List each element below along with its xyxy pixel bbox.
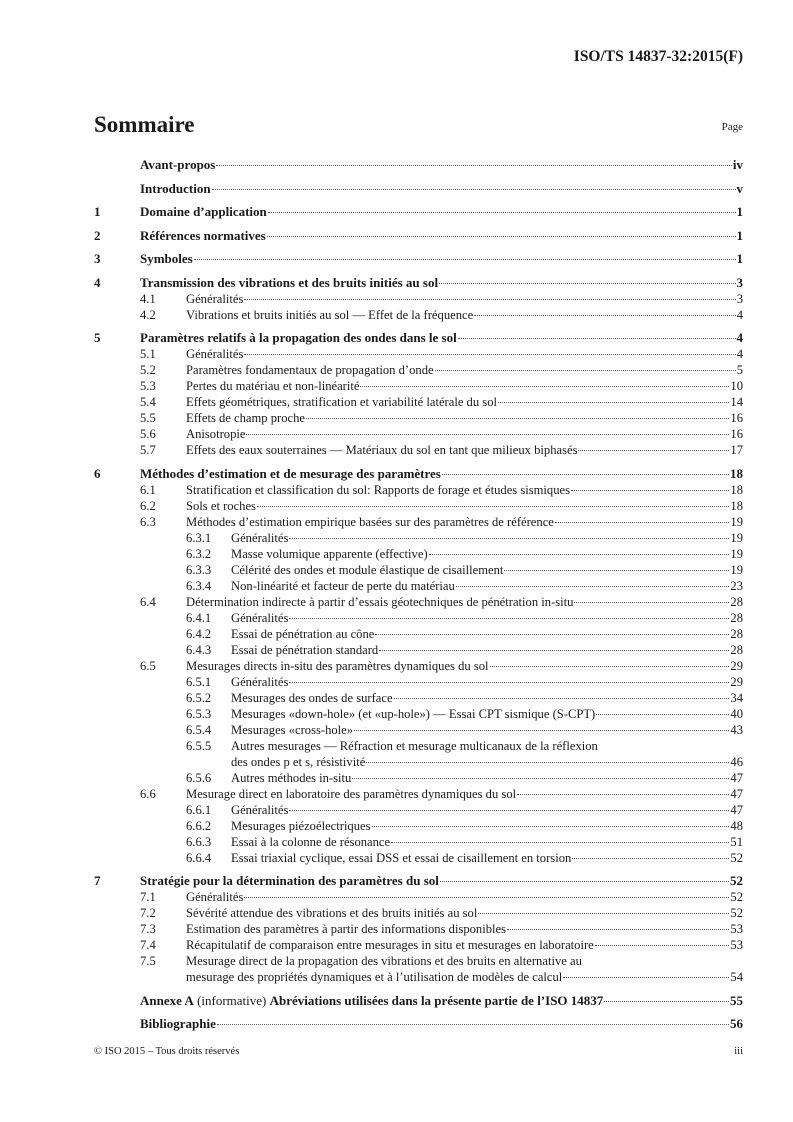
- toc-entry-number: 3: [94, 251, 101, 266]
- toc-entry-page: 18: [730, 482, 743, 497]
- toc-entry-title-text: Célérité des ondes et module élastique de cisaillement: [231, 562, 504, 577]
- toc-entry-title[interactable]: [186, 394, 497, 410]
- toc-entry[interactable]: [94, 362, 743, 378]
- toc-entry[interactable]: [94, 578, 743, 594]
- toc-entry-number: 1: [94, 204, 101, 219]
- toc-entry-page: 17: [730, 443, 743, 457]
- toc-entry-page: 4: [736, 347, 743, 361]
- toc-entry[interactable]: [94, 818, 743, 834]
- toc-entry-number: 6.4.3: [186, 642, 212, 657]
- toc-entry-title-text: Méthodes d’estimation et de mesurage des paramètres: [140, 465, 441, 481]
- leader-dots: [571, 490, 729, 491]
- toc-entry-title[interactable]: [140, 993, 603, 1009]
- toc-entry-page: 56: [730, 1016, 743, 1031]
- leader-dots: [435, 370, 736, 371]
- toc-entry-page: 29: [730, 658, 743, 673]
- page-column-label: Page: [721, 121, 743, 133]
- toc-entry-page: 18: [730, 498, 743, 513]
- leader-dots: [563, 977, 729, 978]
- leader-dots: [517, 794, 729, 795]
- toc-entry[interactable]: [94, 181, 743, 197]
- toc-entry-page: 48: [730, 818, 743, 833]
- toc-entry-title-text: Avant-propos: [140, 157, 216, 172]
- toc-entry-title-text: Estimation des paramètres à partir des informations disponibles: [186, 922, 507, 936]
- toc-entry-number: 6.6.3: [186, 834, 212, 849]
- toc-entry-number: 7.1: [140, 890, 156, 904]
- toc-entry-title-text: Mesurage direct de la propagation des vibrations et des bruits en alternative au: [186, 954, 582, 968]
- leader-dots: [429, 554, 730, 555]
- toc-entry-title[interactable]: [231, 530, 288, 546]
- toc-entry[interactable]: [94, 674, 743, 690]
- leader-dots: [439, 283, 735, 284]
- leader-dots: [352, 778, 729, 779]
- leader-dots: [289, 618, 729, 619]
- toc-entry-number: 6.6.4: [186, 850, 212, 865]
- toc-entry-title-text: Stratification et classification du sol: Rapports de forage et études sismiques: [186, 482, 571, 497]
- toc-entry-title-text: Généralités: [186, 291, 244, 306]
- leader-dots: [372, 826, 730, 827]
- leader-dots: [306, 418, 729, 419]
- toc-entry-page: iv: [732, 157, 743, 172]
- toc-entry-title-text: Essai de pénétration standard: [231, 642, 379, 657]
- toc-entry-title[interactable]: [186, 426, 245, 442]
- toc-entry[interactable]: [94, 1016, 743, 1032]
- toc-entry-title-text: Généralités: [186, 890, 244, 904]
- leader-dots: [474, 315, 736, 316]
- toc-entry[interactable]: [94, 530, 743, 546]
- leader-dots: [244, 897, 729, 898]
- toc-entry-title[interactable]: [186, 786, 516, 802]
- toc-entry-title-text: Mesurages «down-hole» (et «up-hole») — Essai CPT sismique (S-CPT): [231, 706, 596, 721]
- toc-entry-title[interactable]: [231, 626, 374, 642]
- toc-entry-title-text: Paramètres relatifs à la propagation des ondes dans le sol: [140, 330, 457, 345]
- toc-entry-title-text: Domaine d’application: [140, 204, 267, 219]
- toc-entry-number: 7: [94, 873, 101, 888]
- toc-entry-page: 4: [736, 330, 743, 345]
- table-of-contents: [94, 157, 743, 1032]
- leader-dots: [246, 434, 729, 435]
- toc-entry-title[interactable]: [186, 658, 489, 674]
- toc-entry-title-text: Généralités: [231, 802, 289, 817]
- leader-dots: [507, 929, 729, 930]
- toc-entry-number: 6.3.1: [186, 530, 212, 545]
- leader-dots: [366, 762, 729, 763]
- toc-entry-page: 1: [736, 227, 743, 243]
- toc-entry-title[interactable]: [231, 706, 595, 722]
- toc-entry-title[interactable]: [231, 562, 503, 578]
- toc-entry[interactable]: [94, 291, 743, 307]
- toc-entry-page: 16: [730, 411, 743, 425]
- toc-entry-number: 6.1: [140, 482, 156, 497]
- leader-dots: [458, 338, 736, 339]
- leader-dots: [391, 842, 729, 843]
- toc-entry[interactable]: [94, 251, 743, 267]
- leader-dots: [267, 236, 736, 237]
- toc-entry-title-text: Bibliographie: [140, 1016, 216, 1031]
- toc-entry-title[interactable]: [231, 850, 571, 866]
- toc-entry-title[interactable]: [186, 362, 434, 378]
- toc-entry-page: 34: [730, 690, 743, 705]
- leader-dots: [498, 402, 729, 403]
- toc-entry-title[interactable]: [231, 578, 455, 594]
- toc-entry[interactable]: [94, 482, 743, 498]
- toc-entry[interactable]: [94, 802, 743, 818]
- toc-entry[interactable]: [94, 594, 743, 610]
- toc-entry-number: 5.7: [140, 443, 156, 457]
- leader-dots: [257, 506, 729, 507]
- toc-entry-title-note: (informative): [193, 992, 270, 1008]
- footer-copyright: © ISO 2015 – Tous droits réservés: [94, 1046, 240, 1057]
- toc-entry-title[interactable]: [186, 921, 506, 937]
- toc-entry-title[interactable]: [231, 834, 390, 850]
- toc-entry-page: 52: [730, 850, 743, 865]
- toc-entry-title-rest: Abréviations utilisées dans la présente partie de l’ISO 14837: [269, 992, 604, 1008]
- toc-entry-page: 43: [730, 722, 743, 737]
- toc-entry[interactable]: [94, 873, 743, 889]
- toc-entry-page: 53: [730, 922, 743, 936]
- toc-entry[interactable]: [94, 738, 743, 754]
- toc-entry[interactable]: [94, 426, 743, 442]
- toc-entry-page: 10: [730, 379, 743, 393]
- leader-dots: [289, 810, 729, 811]
- toc-entry-title-text: Non-linéarité et facteur de perte du matériau: [231, 578, 455, 593]
- toc-entry-number: 5.1: [140, 347, 156, 361]
- toc-entry-page: 51: [730, 834, 743, 849]
- toc-entry[interactable]: [94, 442, 743, 458]
- toc-entry-title[interactable]: [186, 346, 243, 362]
- toc-entry-number: 6.5.1: [186, 674, 212, 689]
- toc-entry-number: 2: [94, 227, 101, 243]
- toc-entry-number: 6.6: [140, 786, 156, 801]
- toc-entry-title-text: Généralités: [231, 610, 289, 625]
- leader-dots: [217, 1024, 729, 1025]
- toc-entry-title-text: Détermination indirecte à partir d’essais géotechniques de pénétration in-situ: [186, 594, 574, 609]
- leader-dots: [578, 450, 729, 451]
- toc-entry-title[interactable]: [186, 378, 359, 394]
- toc-entry-number: 6.3.2: [186, 546, 212, 561]
- toc-entry-page: 5: [736, 363, 743, 377]
- toc-entry-page: 19: [730, 514, 743, 529]
- toc-entry-title-text: Masse volumique apparente (effective): [231, 546, 428, 561]
- toc-entry-title-text: Essai à la colonne de résonance: [231, 834, 391, 849]
- toc-entry-number: 6.3.3: [186, 562, 212, 577]
- toc-entry-title-text: Symboles: [140, 251, 193, 266]
- toc-entry-title-text: Mesurages des ondes de surface: [231, 690, 393, 705]
- toc-entry-number: 5.6: [140, 427, 156, 441]
- toc-entry-number: 5.5: [140, 411, 156, 425]
- toc-entry-number: 5: [94, 330, 101, 345]
- toc-entry-page: 23: [730, 578, 743, 593]
- toc-entry[interactable]: [94, 394, 743, 410]
- toc-entry-number: 6: [94, 465, 101, 481]
- toc-entry-title[interactable]: [186, 291, 243, 307]
- toc-entry-page: 14: [730, 395, 743, 409]
- toc-entry-number: 5.4: [140, 395, 156, 409]
- page-title: Sommaire: [94, 112, 195, 137]
- toc-entry-title[interactable]: [231, 674, 288, 690]
- toc-entry-title-text: Méthodes d’estimation empirique basées sur des paramètres de référence: [186, 514, 554, 529]
- toc-entry[interactable]: [94, 850, 743, 866]
- toc-entry[interactable]: [94, 498, 743, 514]
- leader-dots: [289, 682, 729, 683]
- toc-entry[interactable]: [94, 157, 743, 173]
- toc-entry-title[interactable]: [231, 610, 288, 626]
- toc-entry[interactable]: [94, 410, 743, 426]
- toc-entry[interactable]: [94, 514, 743, 530]
- leader-dots: [379, 650, 729, 651]
- toc-entry-number: 7.2: [140, 906, 156, 920]
- leader-dots: [216, 165, 732, 166]
- toc-entry-number: 7.5: [140, 954, 156, 968]
- toc-entry[interactable]: [94, 307, 743, 323]
- toc-entry-page: 47: [730, 802, 743, 817]
- toc-entry-title-text: Autres mesurages — Réfraction et mesurage multicanaux de la réflexion: [231, 738, 598, 753]
- toc-entry-title-text: Mesurages «cross-hole»: [231, 722, 354, 737]
- toc-entry-number: 6.6.2: [186, 818, 212, 833]
- leader-dots: [574, 602, 729, 603]
- toc-entry-title[interactable]: [140, 873, 439, 889]
- toc-entry-title[interactable]: [186, 482, 570, 498]
- toc-entry[interactable]: [94, 770, 743, 786]
- toc-entry[interactable]: [94, 921, 743, 937]
- toc-entry[interactable]: [94, 204, 743, 220]
- toc-entry[interactable]: [94, 626, 743, 642]
- toc-entry-page: 40: [730, 706, 743, 721]
- toc-entry-title-text: Autres méthodes in-situ: [231, 770, 352, 785]
- leader-dots: [555, 522, 730, 523]
- leader-dots: [456, 586, 730, 587]
- toc-entry-title[interactable]: [140, 251, 193, 267]
- leader-dots: [212, 189, 736, 190]
- toc-entry-page: 16: [730, 427, 743, 441]
- toc-entry-title-text: Anisotropie: [186, 427, 246, 441]
- toc-entry-number: 6.4: [140, 594, 156, 609]
- leader-dots: [289, 538, 729, 539]
- toc-entry[interactable]: [94, 378, 743, 394]
- toc-entry-page: 28: [730, 626, 743, 641]
- toc-entry-title-text: Pertes du matériau et non-linéarité: [186, 379, 360, 393]
- toc-entry-title[interactable]: [186, 937, 594, 953]
- toc-entry-page: 28: [730, 610, 743, 625]
- toc-entry-number: 5.3: [140, 379, 156, 393]
- toc-entry-number: 6.6.1: [186, 802, 212, 817]
- leader-dots: [268, 212, 736, 213]
- toc-entry-page: 29: [730, 674, 743, 689]
- toc-entry-page: 52: [730, 906, 743, 920]
- toc-entry-number: 6.3: [140, 514, 156, 529]
- toc-entry-title-text: Sols et roches: [186, 498, 256, 513]
- toc-entry-title-text: Effets des eaux souterraines — Matériaux du sol en tant que milieux biphasés: [186, 443, 578, 457]
- toc-entry-number: 6.5.6: [186, 770, 212, 785]
- toc-entry-number: 6.2: [140, 498, 156, 513]
- toc-entry-title-text: Généralités: [186, 347, 244, 361]
- leader-dots: [244, 299, 735, 300]
- toc-entry[interactable]: [94, 889, 743, 905]
- toc-entry-number: 6.5.4: [186, 722, 212, 737]
- toc-entry-page: 3: [736, 291, 743, 306]
- toc-entry-number: 6.5.2: [186, 690, 212, 705]
- toc-entry[interactable]: [94, 993, 743, 1009]
- toc-entry-number: 7.3: [140, 922, 156, 936]
- leader-dots: [572, 858, 729, 859]
- toc-entry-page: 18: [730, 465, 743, 481]
- toc-entry-number: 6.4.1: [186, 610, 212, 625]
- toc-entry[interactable]: [94, 546, 743, 562]
- toc-entry-continuation[interactable]: [94, 969, 743, 985]
- toc-entry[interactable]: [94, 786, 743, 802]
- toc-entry-page: 19: [730, 530, 743, 545]
- toc-entry[interactable]: [94, 562, 743, 578]
- toc-entry-title[interactable]: [140, 466, 441, 482]
- toc-entry-title-text: Généralités: [231, 530, 289, 545]
- toc-entry-title-text: Vibrations et bruits initiés au sol — Effet de la fréquence: [186, 307, 474, 322]
- toc-entry-number: 4: [94, 274, 101, 290]
- toc-entry-page: 3: [736, 274, 743, 290]
- toc-entry-title[interactable]: [186, 953, 582, 969]
- toc-entry-number: 7.4: [140, 938, 156, 952]
- leader-dots: [604, 1001, 729, 1002]
- toc-entry-title-text: Essai triaxial cyclique, essai DSS et essai de cisaillement en torsion: [231, 850, 572, 865]
- toc-entry[interactable]: [94, 953, 743, 969]
- toc-entry[interactable]: [94, 937, 743, 953]
- toc-entry-page: v: [736, 180, 743, 196]
- leader-dots: [394, 698, 730, 699]
- toc-entry-title[interactable]: [186, 442, 577, 458]
- document-id: ISO/TS 14837-32:2015(F): [573, 48, 743, 65]
- leader-dots: [354, 730, 729, 731]
- leader-dots: [244, 354, 735, 355]
- toc-entry-title[interactable]: [231, 818, 371, 834]
- toc-entry[interactable]: [94, 834, 743, 850]
- toc-entry[interactable]: [94, 690, 743, 706]
- toc-entry-title[interactable]: [231, 690, 393, 706]
- toc-entry-title[interactable]: [140, 1016, 216, 1032]
- leader-dots: [440, 881, 729, 882]
- toc-entry[interactable]: [94, 610, 743, 626]
- toc-entry-title-text: Annexe A: [140, 992, 194, 1008]
- toc-entry-page: 52: [730, 890, 743, 904]
- toc-entry-page: 1: [736, 204, 743, 219]
- leader-dots: [194, 259, 736, 260]
- toc-entry-title[interactable]: [140, 181, 211, 197]
- toc-entry-page: 19: [730, 562, 743, 577]
- toc-entry-page: 46: [730, 754, 743, 769]
- toc-entry-title[interactable]: [140, 204, 267, 220]
- toc-entry-title[interactable]: [231, 722, 353, 738]
- toc-entry-number: 6.3.4: [186, 578, 212, 593]
- toc-entry-title-text: Sévérité attendue des vibrations et des bruits initiés au sol: [186, 906, 478, 920]
- toc-entry-page: 28: [730, 594, 743, 609]
- toc-entry-title-text: Introduction: [140, 180, 211, 196]
- toc-entry-page: 54: [730, 970, 743, 984]
- toc-entry-title[interactable]: [231, 802, 288, 818]
- leader-dots: [595, 945, 730, 946]
- toc-entry[interactable]: [94, 642, 743, 658]
- toc-entry[interactable]: [94, 346, 743, 362]
- toc-entry-title[interactable]: [140, 157, 215, 173]
- toc-entry[interactable]: [94, 905, 743, 921]
- toc-entry-page: 47: [730, 770, 743, 785]
- toc-entry-page: 47: [730, 786, 743, 801]
- toc-entry-page: 52: [730, 873, 743, 888]
- toc-entry-page: 4: [736, 307, 743, 322]
- toc-entry[interactable]: [94, 275, 743, 291]
- toc-entry-title[interactable]: [140, 275, 438, 291]
- toc-entry-page: 28: [730, 642, 743, 657]
- toc-entry-title[interactable]: [231, 546, 428, 562]
- toc-entry-title-text: Généralités: [231, 674, 289, 689]
- leader-dots: [360, 386, 729, 387]
- leader-dots: [375, 634, 729, 635]
- toc-entry-continuation[interactable]: [94, 754, 743, 770]
- toc-entry-title[interactable]: [186, 307, 473, 323]
- toc-entry-title[interactable]: [186, 594, 573, 610]
- toc-entry-page: 55: [730, 992, 743, 1008]
- toc-entry-title[interactable]: [231, 642, 378, 658]
- toc-entry-page: 1: [736, 251, 743, 266]
- toc-entry-title-text: Mesurages piézoélectriques: [231, 818, 371, 833]
- toc-entry-title-line2: mesurage des propriétés dynamiques et à l’utilisation de modèles de calcul: [186, 970, 563, 984]
- leader-dots: [442, 474, 729, 475]
- toc-entry-title-text: Paramètres fondamentaux de propagation d’onde: [186, 363, 434, 377]
- toc-entry-number: 5.2: [140, 363, 156, 377]
- toc-entry-number: 6.5.3: [186, 706, 212, 721]
- toc-entry-number: 4.2: [140, 307, 156, 322]
- toc-entry[interactable]: [94, 658, 743, 674]
- toc-entry[interactable]: [94, 722, 743, 738]
- leader-dots: [490, 666, 730, 667]
- toc-entry-title-text: Mesurage direct en laboratoire des paramètres dynamiques du sol: [186, 786, 517, 801]
- toc-entry-title-text: Références normatives: [140, 227, 266, 243]
- toc-entry-title-text: Essai de pénétration au cône: [231, 626, 375, 641]
- toc-entry-number: 6.4.2: [186, 626, 212, 641]
- toc-entry-title[interactable]: [140, 330, 457, 346]
- toc-entry-title[interactable]: [186, 889, 243, 905]
- toc-entry-title[interactable]: [186, 498, 256, 514]
- leader-dots: [504, 570, 729, 571]
- leader-dots: [596, 714, 729, 715]
- toc-entry-number: 6.5: [140, 658, 156, 673]
- toc-entry-title[interactable]: [231, 738, 598, 754]
- leader-dots: [478, 913, 729, 914]
- toc-entry-title[interactable]: [186, 514, 554, 530]
- toc-entry[interactable]: [94, 330, 743, 346]
- toc-entry[interactable]: [94, 466, 743, 482]
- toc-entry-number: 6.5.5: [186, 738, 212, 753]
- toc-entry-title-text: Stratégie pour la détermination des paramètres du sol: [140, 873, 439, 888]
- toc-entry-page: 53: [730, 938, 743, 952]
- toc-entry-title[interactable]: [186, 410, 305, 426]
- toc-entry-title-text: Récapitulatif de comparaison entre mesurages in situ et mesurages en laboratoire: [186, 938, 594, 952]
- toc-entry-title[interactable]: [186, 905, 477, 921]
- toc-entry[interactable]: [94, 228, 743, 244]
- toc-entry-title-line2: des ondes p et s, résistivité: [231, 754, 366, 769]
- toc-entry-title-text: Effets de champ proche: [186, 411, 306, 425]
- toc-entry-title[interactable]: [140, 228, 266, 244]
- toc-entry-number: 4.1: [140, 291, 156, 306]
- toc-entry-title-text: Transmission des vibrations et des bruits initiés au sol: [140, 274, 439, 290]
- toc-entry[interactable]: [94, 706, 743, 722]
- toc-entry-title[interactable]: [231, 770, 351, 786]
- toc-entry-page: 19: [730, 546, 743, 561]
- toc-entry-title-text: Effets géométriques, stratification et variabilité latérale du sol: [186, 395, 498, 409]
- toc-entry-title-text: Mesurages directs in-situ des paramètres dynamiques du sol: [186, 658, 489, 673]
- footer-page-number: iii: [734, 1046, 743, 1057]
